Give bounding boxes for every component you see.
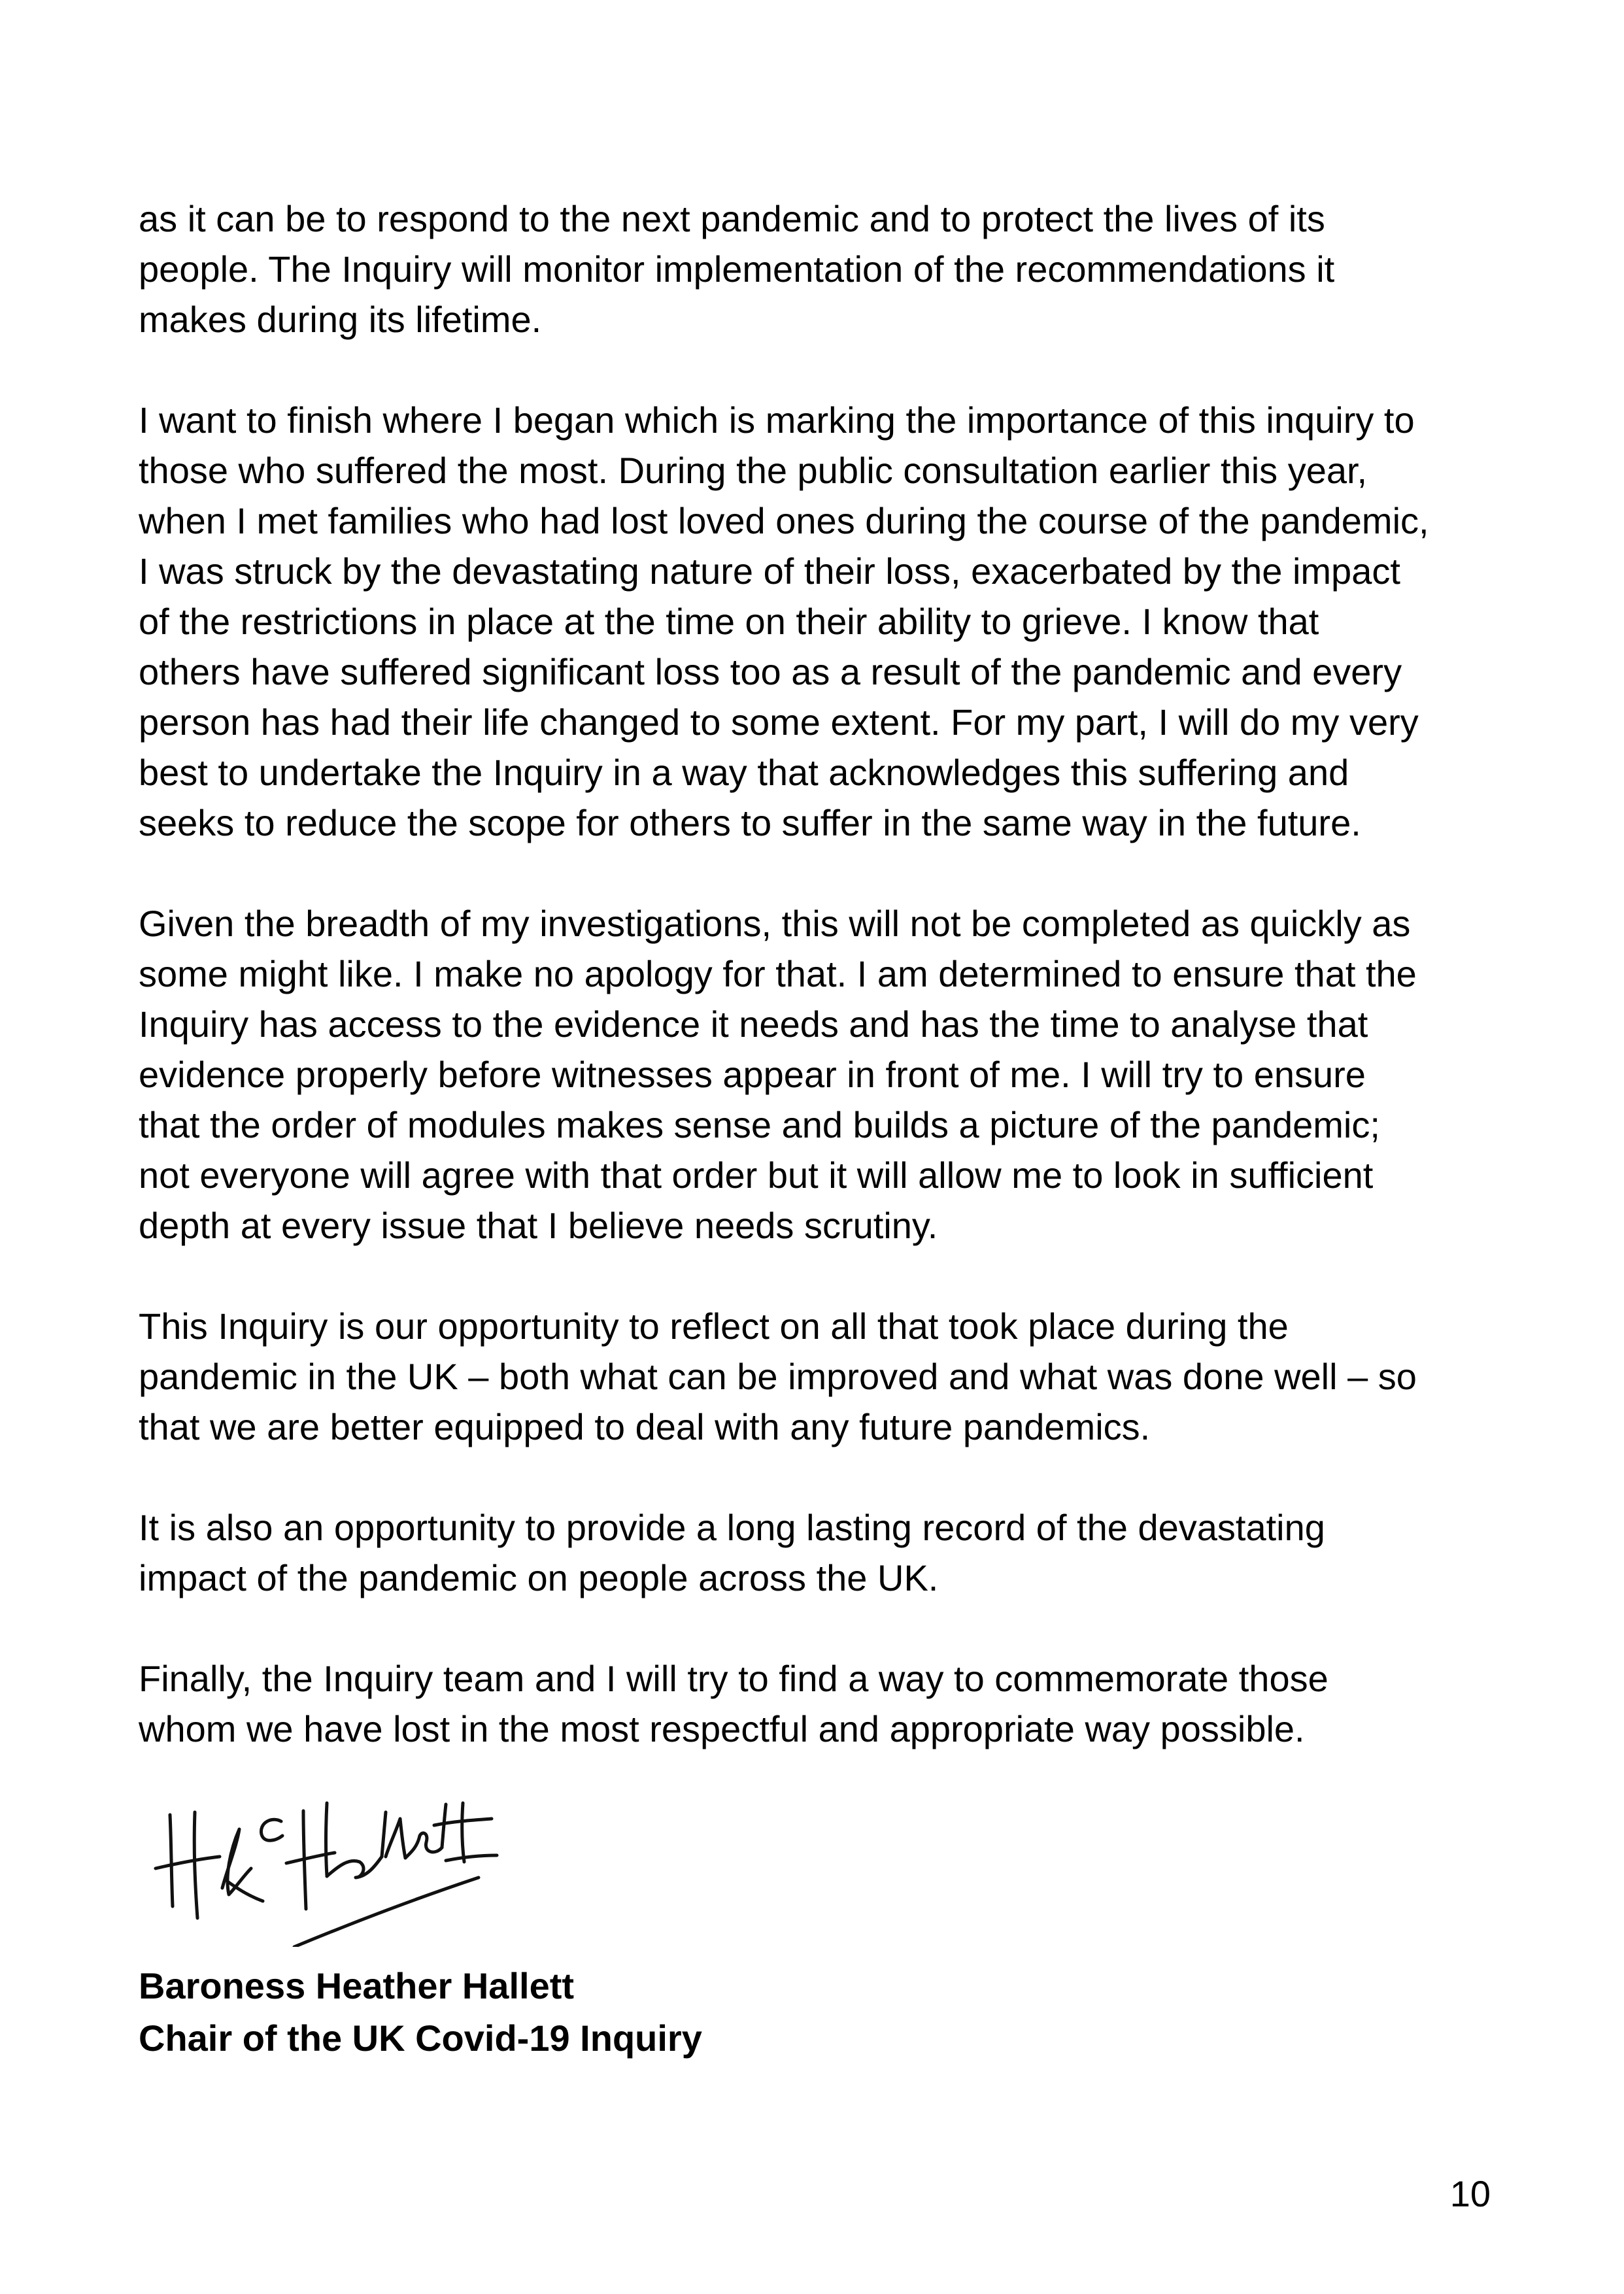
paragraph: I want to finish where I began which is marking the importance of this inquiry to those who suffered the most. During the public consultation earlier this year, when I met families who had lost loved ones during the course of the pandemic, I was struck by the devastating nature of their loss, exacerbated by the impact of the restrictions in place at the time on their ability to grieve. I know that others have suffered significant loss too as a result of the pandemic and every person has had their life changed to some extent. For my part, I will do my very best to undertake the Inquiry in a way that acknowledges this suffering and seeks to reduce the scope for others to suffer in the same way in the future. — [139, 399, 1429, 843]
signature-block — [139, 1960, 702, 2065]
paragraph: It is also an opportunity to provide a long lasting record of the devastating impact of the pandemic on people across the UK. — [139, 1507, 1325, 1598]
letter-body — [139, 194, 1498, 1804]
signatory-name: Baroness Heather Hallett — [139, 1965, 575, 2006]
handwritten-signature — [152, 1790, 570, 1947]
page-number: 10 — [1449, 2173, 1491, 2214]
paragraph: This Inquiry is our opportunity to reflect on all that took place during the pandemic in the UK – both what can be improved and what was done well – so that we are better equipped to deal with any future pandemics. — [139, 1306, 1417, 1447]
paragraph: as it can be to respond to the next pandemic and to protect the lives of its people. The Inquiry will monitor implementation of the recommendations it makes during its lifetime. — [139, 198, 1335, 340]
signatory-title: Chair of the UK Covid-19 Inquiry — [139, 2017, 702, 2059]
paragraph: Given the breadth of my investigations, this will not be completed as quickly as some might like. I make no apology for that. I am determined to ensure that the Inquiry has access to the evidence it needs and has the time to analyse that evidence properly before witnesses appear in front of me. I will try to ensure that the order of modules makes sense and builds a picture of the pandemic; not everyone will agree with that order but it will allow me to look in sufficient depth at every issue that I believe needs scrutiny. — [139, 903, 1417, 1246]
paragraph: Finally, the Inquiry team and I will try to find a way to commemorate those whom we have lost in the most respectful and appropriate way possible. — [139, 1658, 1328, 1749]
